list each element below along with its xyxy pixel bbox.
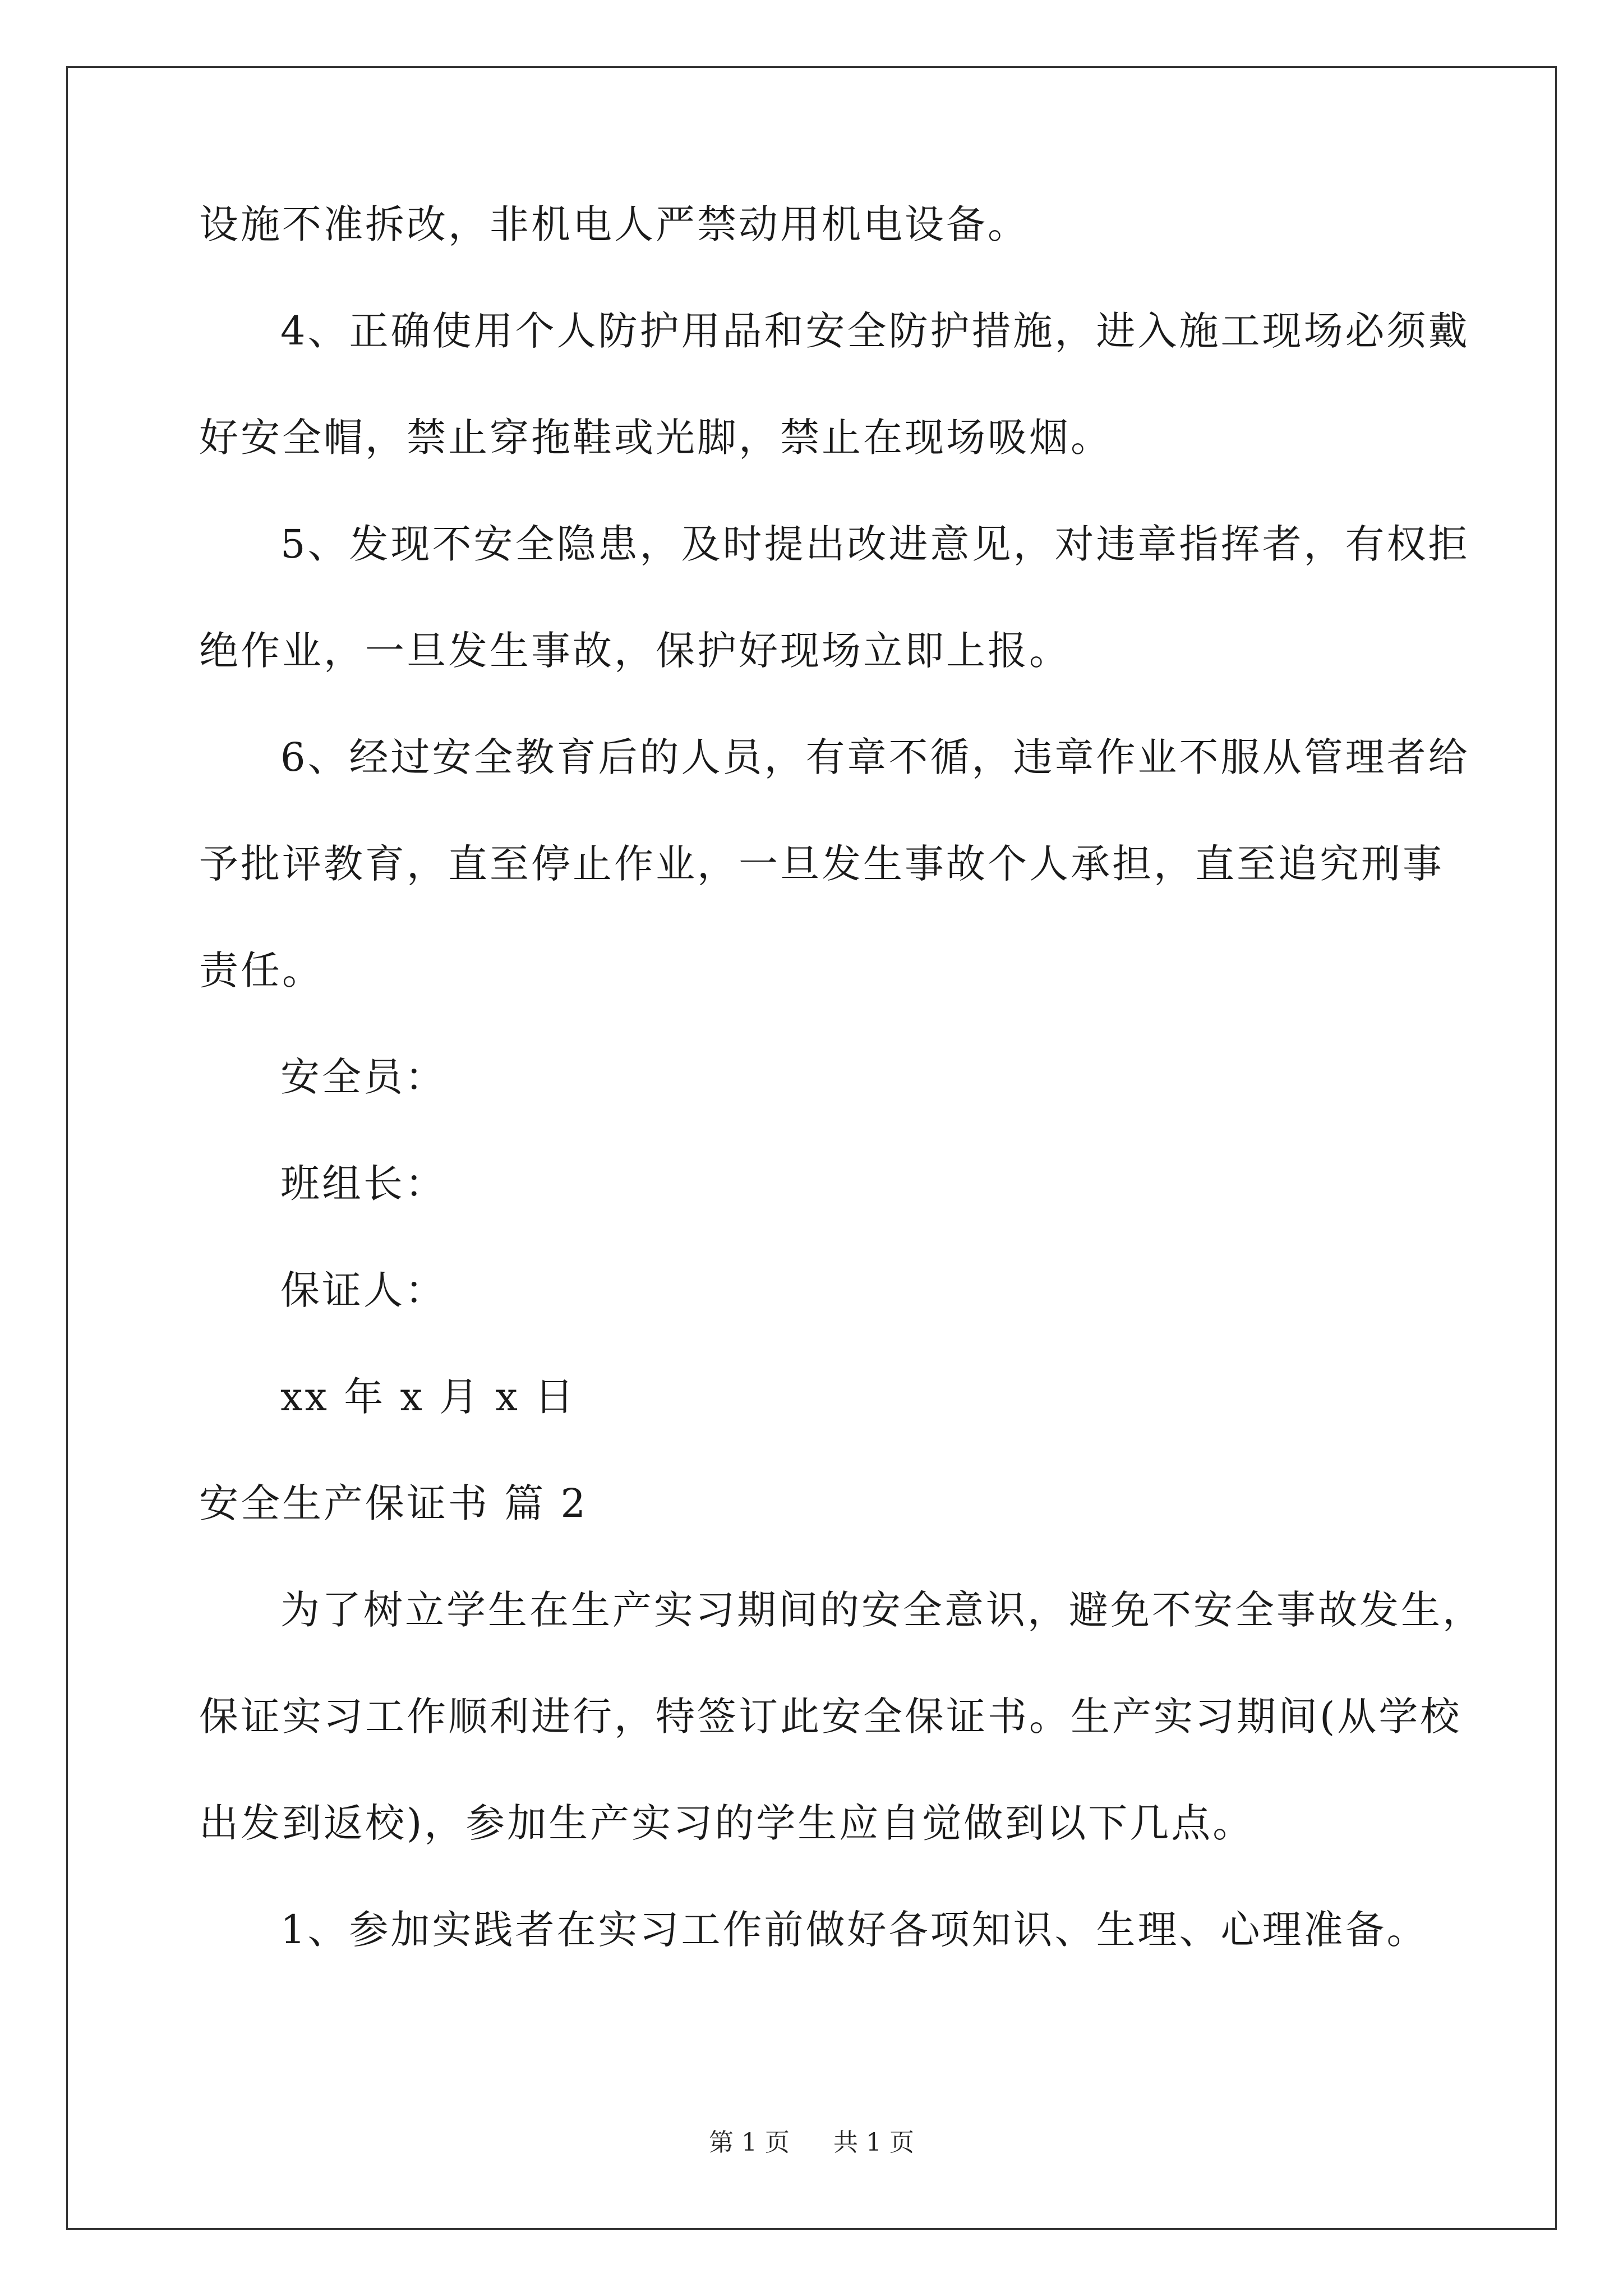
page-total: 共 1 页	[833, 2128, 914, 2157]
page-number: 第 1 页	[709, 2128, 790, 2157]
text-line: 6、经过安全教育后的人员，有章不循，违章作业不服从管理者给	[280, 734, 1470, 780]
signature-label-safety-officer: 安全员：	[280, 1054, 446, 1100]
text-line: 予批评教育，直至停止作业，一旦发生事故个人承担，直至追究刑事	[199, 841, 1444, 887]
text-line: 好安全帽，禁止穿拖鞋或光脚，禁止在现场吸烟。	[199, 415, 1112, 461]
text-line: 1、参加实践者在实习工作前做好各项知识、生理、心理准备。	[280, 1907, 1428, 1953]
text-line: 5、发现不安全隐患，及时提出改进意见，对违章指挥者，有权拒	[280, 521, 1470, 567]
section-heading: 安全生产保证书 篇 2	[199, 1480, 588, 1526]
text-line: 为了树立学生在生产实习期间的安全意识，避免不安全事故发生，	[280, 1587, 1484, 1633]
page-footer	[0, 2127, 1623, 2159]
text-line: 绝作业，一旦发生事故，保护好现场立即上报。	[199, 628, 1071, 674]
text-line: 保证实习工作顺利进行，特签订此安全保证书。生产实习期间(从学校	[199, 1694, 1462, 1740]
text-line: 设施不准拆改，非机电人严禁动用机电设备。	[199, 201, 1029, 247]
text-line: 4、正确使用个人防护用品和安全防护措施，进入施工现场必须戴	[280, 308, 1470, 354]
text-line: 责任。	[199, 947, 324, 993]
text-line: 出发到返校)，参加生产实习的学生应自觉做到以下几点。	[199, 1800, 1255, 1846]
date-line: xx 年 x 月 x 日	[280, 1374, 577, 1420]
signature-label-guarantor: 保证人：	[280, 1267, 446, 1313]
signature-label-team-leader: 班组长：	[280, 1161, 446, 1207]
